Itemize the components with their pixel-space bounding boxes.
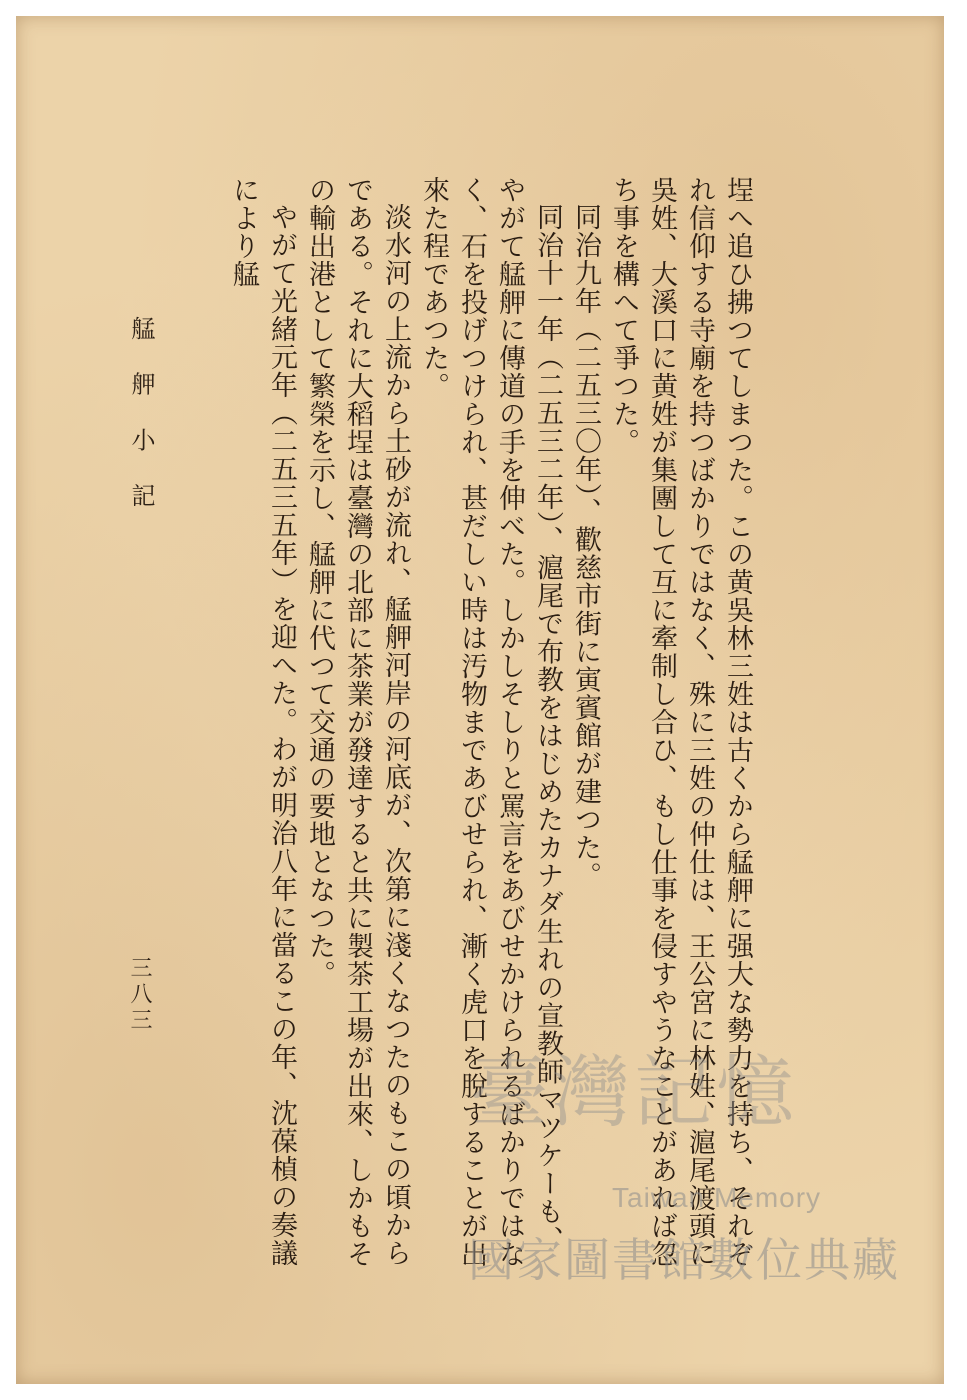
running-title: 艋 舺 小 記 <box>127 316 155 519</box>
document-page <box>16 16 944 1384</box>
paragraph-4: 淡水河の上流から土砂が流れ、艋舺河岸の河底が、次第に淺くなつたのもこの頃からである。それに大稻埕は臺灣の北部に茶業が發達すると共に製茶工場が出來、しかもその輸出港として繁榮を示し、艋舺に代つて交通の要地となつた。 <box>304 176 411 1268</box>
watermark-title: 臺灣記憶 <box>470 1048 799 1138</box>
paragraph-5: やがて光緒元年（二五三五年）を迎へた。わが明治八年に當るこの年、沈葆楨の奏議により艋 <box>228 176 297 1267</box>
watermark-latin: Taiwan Memory <box>612 1182 822 1213</box>
page-number: 三八三 <box>127 956 152 1034</box>
watermark-library: 國家圖書館數位典藏 <box>468 1233 900 1287</box>
paragraph-3: 同治十一年（二五三二年）、滬尾で布教をはじめたカナダ生れの宣教師マツケーも、やがて艋舺に傳道の手を伸べた。しかしそしりと罵言をあびせかけられるばかりではなく、石を投げつけられ、甚だしい時は汚物まであびせられ、漸く虎口を脫することが出來た程であつた。 <box>418 176 563 1268</box>
paragraph-2: 同治九年（二五三〇年）、歡慈市街に寅賓館が建つた。 <box>570 203 601 890</box>
paragraph-1: 埕へ追ひ拂つてしまつた。この黄吳林三姓は古くから艋舺に强大な勢力を持ち、それぞれ信仰する寺廟を持つばかりではなく、殊に三姓の仲仕は、王公宮に林姓、滬尾渡頭に吳姓、大溪口に黄姓が集團して互に牽制し合ひ、もし仕事を侵すやうなことがあれば忽ち事を構へて爭つた。 <box>608 176 753 1268</box>
